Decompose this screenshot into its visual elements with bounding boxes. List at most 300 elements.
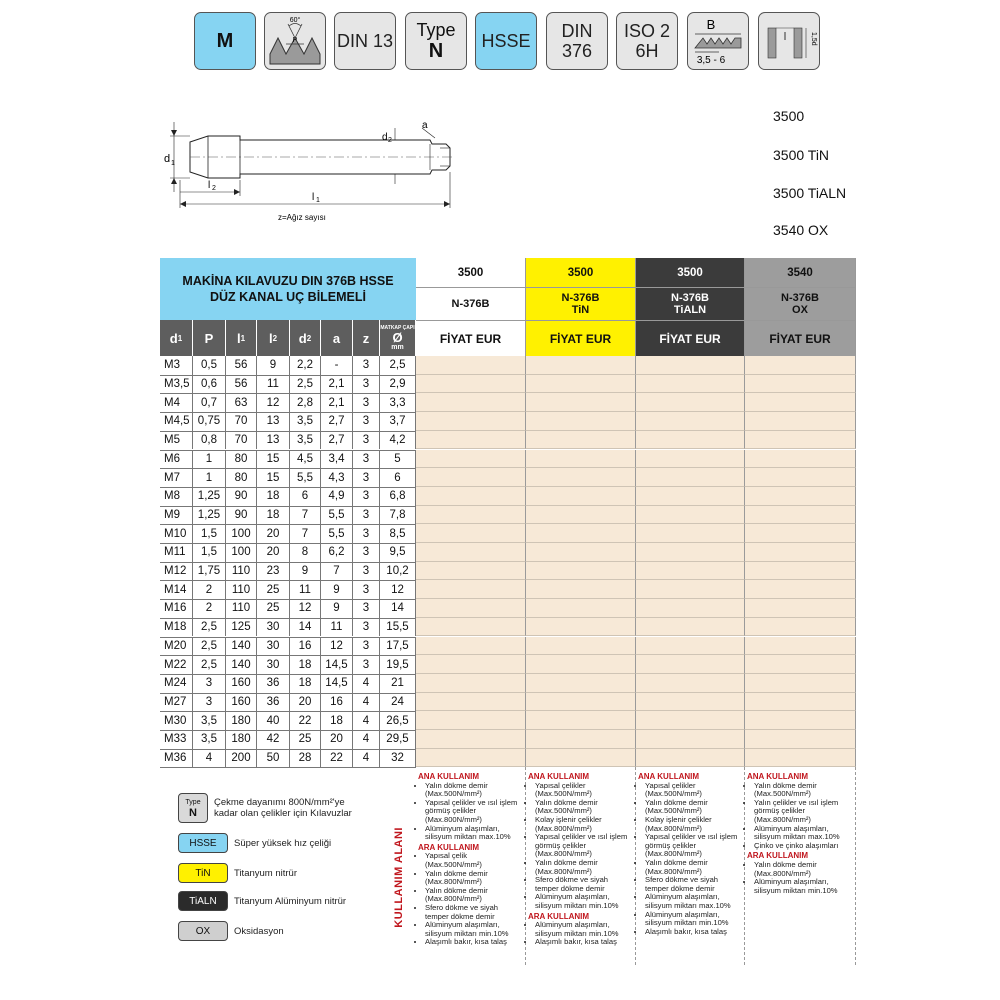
legend-text-line1: Titanyum nitrür <box>234 867 297 879</box>
table-cell: 13 <box>257 431 290 450</box>
thread-depth-icon <box>758 12 820 70</box>
table-cell: 3 <box>353 412 380 431</box>
price-cell <box>416 693 526 712</box>
usage-item: • Yalın dökme demir (Max.500N/mm²) <box>754 782 853 799</box>
price-cell <box>636 431 745 450</box>
price-column-header: FİYAT EUR <box>526 320 636 356</box>
din376-icon <box>546 12 608 70</box>
table-cell: 70 <box>226 412 257 431</box>
table-cell: 2,1 <box>321 375 353 394</box>
price-cell <box>745 562 856 581</box>
usage-section-title: ANA KULLANIM <box>638 772 700 781</box>
table-cell: 2,9 <box>380 375 416 394</box>
table-cell: 22 <box>290 711 321 730</box>
thread-pitch-text: P <box>292 37 298 44</box>
table-cell: 2,7 <box>321 431 353 450</box>
table-cell: 23 <box>257 562 290 581</box>
table-cell: 7 <box>290 506 321 525</box>
norm-line1: N-376B <box>781 292 819 304</box>
header-symbol: l <box>236 330 241 346</box>
header-subscript: 2 <box>306 333 312 343</box>
table-cell: 70 <box>226 431 257 450</box>
header-symbol: l <box>268 330 273 346</box>
price-cell <box>745 618 856 637</box>
usage-item: • Alüminyum alaşımları, silisyum miktarı min.10% <box>535 921 633 938</box>
table-cell: 8,5 <box>380 524 416 543</box>
price-cell <box>745 356 856 375</box>
table-cell: 3 <box>353 618 380 637</box>
price-cell <box>416 655 526 674</box>
usage-list <box>528 921 633 947</box>
price-cell <box>745 637 856 656</box>
drill-unit: mm <box>391 343 404 351</box>
price-cell <box>416 749 526 768</box>
header-symbol: P <box>204 330 214 346</box>
price-cell <box>416 543 526 562</box>
table-cell: M12 <box>160 562 193 581</box>
table-cell: 25 <box>257 599 290 618</box>
table-cell: M24 <box>160 674 193 693</box>
l1-sub: 1 <box>316 197 320 204</box>
table-cell: 6,2 <box>321 543 353 562</box>
table-cell: M4,5 <box>160 412 193 431</box>
table-cell: 2,5 <box>193 637 226 656</box>
table-cell: 11 <box>290 580 321 599</box>
hsse-icon <box>475 12 537 70</box>
chamfer-form-icon <box>687 12 749 70</box>
price-cell <box>745 468 856 487</box>
table-cell: 18 <box>257 487 290 506</box>
table-cell: 0,5 <box>193 356 226 375</box>
usage-item: • Yapısal çelikler (Max.500N/mm²) <box>645 782 742 799</box>
table-cell: 3 <box>353 450 380 469</box>
price-cell <box>745 749 856 768</box>
price-cell <box>416 412 526 431</box>
table-cell: 20 <box>257 543 290 562</box>
price-cell <box>526 450 636 469</box>
table-cell: 5 <box>380 450 416 469</box>
usage-item: • Yalın dökme demir (Max.800N/mm²) <box>754 861 853 878</box>
price-cell <box>526 375 636 394</box>
l1-label: l <box>312 192 315 203</box>
product-column-norm <box>526 288 636 320</box>
usage-item: • Alüminyum alaşımları, silisyum miktarı min.10% <box>754 878 853 895</box>
price-cell <box>526 637 636 656</box>
price-cell <box>416 674 526 693</box>
table-cell: 1 <box>193 450 226 469</box>
tap-photo-3 <box>483 214 753 244</box>
table-cell: 22 <box>321 749 353 768</box>
usage-item: • Yapısal çelikler ve ısıl işlem görmüş çelikler (Max.800N/mm²) <box>425 799 523 825</box>
usage-item: • Yalın dökme demir (Max.800N/mm²) <box>425 870 523 887</box>
table-cell: 3 <box>353 599 380 618</box>
header-symbol: z <box>362 330 370 346</box>
price-cell <box>526 506 636 525</box>
usage-item: • Çinko ve çinko alaşımları <box>754 842 853 851</box>
usage-item: • Kolay işlenir çelikler (Max.800N/mm²) <box>645 816 742 833</box>
chamfer-form-text: B <box>706 17 716 32</box>
table-cell: - <box>321 356 353 375</box>
table-cell: 30 <box>257 618 290 637</box>
table-cell: 9 <box>290 562 321 581</box>
price-cell <box>636 375 745 394</box>
tap-photo-0 <box>483 100 753 130</box>
table-cell: M3 <box>160 356 193 375</box>
d2-sub: 2 <box>388 137 392 144</box>
table-cell: 26,5 <box>380 711 416 730</box>
table-cell: M8 <box>160 487 193 506</box>
table-cell: 18 <box>321 711 353 730</box>
legend-area <box>160 767 856 965</box>
price-cell <box>636 637 745 656</box>
table-cell: 25 <box>290 730 321 749</box>
metric-label: M <box>216 29 234 52</box>
table-cell: 80 <box>226 468 257 487</box>
price-cell <box>526 580 636 599</box>
chamfer-drawing <box>689 14 747 68</box>
table-cell: 16 <box>290 637 321 656</box>
product-column-code: 3500 <box>416 258 526 288</box>
table-cell: 4 <box>353 711 380 730</box>
table-cell: 2,5 <box>193 655 226 674</box>
price-cell <box>416 711 526 730</box>
usage-item: • Yapısal çelikler ve ısıl işlem görmüş çelikler (Max.800N/mm²) <box>535 833 633 859</box>
table-cell: 30 <box>257 637 290 656</box>
table-cell: 140 <box>226 655 257 674</box>
table-cell: 6,8 <box>380 487 416 506</box>
table-cell: 18 <box>290 674 321 693</box>
usage-item: • Yalın dökme demir (Max.800N/mm²) <box>535 859 633 876</box>
usage-item: • Yalın dökme demir (Max.500N/mm²) <box>535 799 633 816</box>
price-cell <box>526 674 636 693</box>
legend-text-line1: Oksidasyon <box>234 925 284 937</box>
table-cell: 42 <box>257 730 290 749</box>
legend-item <box>178 921 284 941</box>
usage-item: • Alüminyum alaşımları, silisyum miktarı max.10% <box>425 825 523 842</box>
usage-item: • Alüminyum alaşımları, silisyum miktarı min.10% <box>535 893 633 910</box>
table-cell: 9 <box>321 599 353 618</box>
column-header <box>321 320 353 356</box>
table-cell: 18 <box>257 506 290 525</box>
spec-table <box>160 258 856 767</box>
din376-line1: DIN <box>561 21 593 41</box>
price-cell <box>745 580 856 599</box>
product-column-code: 3540 <box>745 258 856 288</box>
price-cell <box>636 543 745 562</box>
legend-text-line1: Titanyum Alüminyum nitrür <box>234 895 347 907</box>
price-cell <box>416 524 526 543</box>
product-label: 3500 TiN <box>773 147 830 163</box>
column-header <box>353 320 380 356</box>
table-cell: 180 <box>226 730 257 749</box>
price-cell <box>526 431 636 450</box>
usage-list <box>747 782 853 851</box>
table-cell: M4 <box>160 393 193 412</box>
table-cell: 160 <box>226 693 257 712</box>
table-cell: 4,2 <box>380 431 416 450</box>
table-cell: 3,5 <box>193 711 226 730</box>
usage-column <box>526 767 636 965</box>
legend-text <box>234 868 297 879</box>
table-cell: 2,8 <box>290 393 321 412</box>
table-cell: 15,5 <box>380 618 416 637</box>
price-column-header: FİYAT EUR <box>636 320 745 356</box>
table-cell: 13 <box>257 412 290 431</box>
table-cell: 3,5 <box>290 412 321 431</box>
price-cell <box>416 730 526 749</box>
table-cell: 8 <box>290 543 321 562</box>
price-cell <box>636 393 745 412</box>
price-cell <box>526 562 636 581</box>
iso-line1: ISO 2 <box>623 21 671 41</box>
header-symbol: d <box>169 330 178 346</box>
table-cell: 4 <box>353 730 380 749</box>
price-cell <box>526 711 636 730</box>
price-cell <box>416 487 526 506</box>
norm-line1: N-376B <box>671 292 709 304</box>
table-cell: 25 <box>257 580 290 599</box>
table-cell: 2,5 <box>380 356 416 375</box>
table-cell: 9,5 <box>380 543 416 562</box>
table-cell: 3 <box>353 375 380 394</box>
table-cell: 15 <box>257 450 290 469</box>
table-title-line1: MAKİNA KILAVUZU DIN 376B HSSE <box>182 274 394 288</box>
usage-item: • Yalın dökme demir (Max.800N/mm²) <box>645 859 742 876</box>
table-cell: 2 <box>193 580 226 599</box>
table-cell: 0,75 <box>193 412 226 431</box>
table-cell: 16 <box>321 693 353 712</box>
product-label: 3500 <box>773 108 805 124</box>
usage-item: • Yalın çelikler ve ısıl işlem görmüş çelikler (Max.800N/mm²) <box>754 799 853 825</box>
table-cell: 17,5 <box>380 637 416 656</box>
usage-item: • Yalın dökme demir (Max.500N/mm²) <box>645 799 742 816</box>
tap-photo-1 <box>483 139 753 169</box>
legend-swatch-text: HSSE <box>189 837 217 849</box>
table-cell: M7 <box>160 468 193 487</box>
header-subscript: 2 <box>272 333 278 343</box>
table-cell: M33 <box>160 730 193 749</box>
table-cell: 3 <box>353 524 380 543</box>
d1-sub: 1 <box>171 160 175 167</box>
column-header <box>380 320 416 356</box>
table-cell: 3 <box>353 356 380 375</box>
table-cell: M27 <box>160 693 193 712</box>
table-cell: 20 <box>290 693 321 712</box>
table-cell: 36 <box>257 674 290 693</box>
norm-line2: TiN <box>571 304 590 316</box>
product-column-code: 3500 <box>636 258 745 288</box>
table-cell: 2,2 <box>290 356 321 375</box>
depth-drawing <box>760 14 818 68</box>
table-cell: 4,5 <box>290 450 321 469</box>
table-cell: 6 <box>380 468 416 487</box>
legend-item <box>178 891 346 911</box>
table-cell: 0,7 <box>193 393 226 412</box>
price-cell <box>745 506 856 525</box>
product-column-norm <box>636 288 745 320</box>
table-cell: 14 <box>380 599 416 618</box>
price-cell <box>745 393 856 412</box>
usage-title <box>382 797 416 957</box>
table-cell: 56 <box>226 375 257 394</box>
price-cell <box>416 506 526 525</box>
l2-label: l <box>208 180 211 191</box>
price-cell <box>526 730 636 749</box>
table-cell: 3 <box>353 562 380 581</box>
usage-item: • Alüminyum alaşımları, silisyum miktarı max.10% <box>645 893 742 910</box>
table-cell: 7 <box>321 562 353 581</box>
usage-item: • Alaşımlı bakır, kısa talaş <box>425 938 523 947</box>
table-cell: M18 <box>160 618 193 637</box>
table-cell: 3 <box>193 693 226 712</box>
usage-section-title: ARA KULLANIM <box>747 851 809 861</box>
table-cell: 7 <box>290 524 321 543</box>
table-cell: M11 <box>160 543 193 562</box>
table-cell: 80 <box>226 450 257 469</box>
legend-swatch <box>178 833 228 853</box>
usage-item: • Alaşımlı bakır, kısa talaş <box>645 928 742 937</box>
usage-section-title: ANA KULLANIM <box>528 772 590 781</box>
legend-text-line1: Çekme dayanımı 800N/mm²'ye <box>214 797 345 808</box>
table-cell: 12 <box>380 580 416 599</box>
price-cell <box>416 468 526 487</box>
price-cell <box>526 412 636 431</box>
price-cell <box>745 450 856 469</box>
tap-technical-drawing <box>150 108 460 233</box>
iso-line2: 6H <box>635 41 659 61</box>
din13-icon <box>334 12 396 70</box>
table-cell: 3 <box>193 674 226 693</box>
table-cell: 100 <box>226 524 257 543</box>
table-cell: 50 <box>257 749 290 768</box>
price-cell <box>636 730 745 749</box>
table-cell: 3,4 <box>321 450 353 469</box>
table-cell: 1,5 <box>193 543 226 562</box>
price-column-header: FİYAT EUR <box>416 320 526 356</box>
usage-column <box>416 767 526 965</box>
price-cell <box>636 674 745 693</box>
usage-item: • Sfero dökme ve siyah temper dökme demir <box>535 876 633 893</box>
table-cell: 21 <box>380 674 416 693</box>
usage-item: • Alaşımlı bakır, kısa talaş <box>535 938 633 947</box>
legend-swatch-text: TiALN <box>189 895 217 907</box>
table-cell: M3,5 <box>160 375 193 394</box>
price-cell <box>416 431 526 450</box>
table-cell: 28 <box>290 749 321 768</box>
price-cell <box>416 580 526 599</box>
legend-swatch <box>178 921 228 941</box>
price-cell <box>636 524 745 543</box>
drill-caption: MATKAP ÇAPI <box>380 324 415 331</box>
table-cell: 40 <box>257 711 290 730</box>
price-cell <box>526 599 636 618</box>
depth-text: 1,5d <box>810 32 817 46</box>
price-cell <box>526 487 636 506</box>
table-cell: 100 <box>226 543 257 562</box>
usage-list <box>747 861 853 895</box>
table-cell: 36 <box>257 693 290 712</box>
table-cell: M20 <box>160 637 193 656</box>
product-column-code: 3500 <box>526 258 636 288</box>
legend-text <box>234 896 346 907</box>
table-cell: 3,3 <box>380 393 416 412</box>
table-cell: 110 <box>226 580 257 599</box>
table-cell: 90 <box>226 487 257 506</box>
table-title <box>160 258 416 320</box>
usage-list <box>418 852 523 947</box>
table-cell: 14,5 <box>321 674 353 693</box>
usage-item: • Yalın dökme demir (Max.500N/mm²) <box>425 782 523 799</box>
table-cell: 0,6 <box>193 375 226 394</box>
usage-list <box>528 782 633 911</box>
table-cell: 63 <box>226 393 257 412</box>
header-subscript: 1 <box>240 333 246 343</box>
price-cell <box>636 711 745 730</box>
table-cell: 12 <box>321 637 353 656</box>
price-cell <box>636 693 745 712</box>
table-cell: M30 <box>160 711 193 730</box>
legend-swatch-text: OX <box>195 925 211 937</box>
tap-photo-2 <box>483 177 753 207</box>
legend-text <box>214 797 352 819</box>
table-cell: 2 <box>193 599 226 618</box>
table-cell: 2,1 <box>321 393 353 412</box>
table-cell: 56 <box>226 356 257 375</box>
usage-list <box>638 782 742 937</box>
table-cell: 32 <box>380 749 416 768</box>
product-column-norm <box>745 288 856 320</box>
table-cell: 20 <box>257 524 290 543</box>
price-cell <box>526 693 636 712</box>
usage-list <box>418 782 523 842</box>
column-header <box>290 320 321 356</box>
price-cell <box>526 393 636 412</box>
hsse-label: HSSE <box>481 31 531 51</box>
din13-label: DIN 13 <box>336 31 394 51</box>
header-symbol: a <box>332 330 341 346</box>
legend-text-line1: Süper yüksek hız çeliği <box>234 837 332 849</box>
table-cell: 2,5 <box>193 618 226 637</box>
price-cell <box>636 562 745 581</box>
price-cell <box>636 580 745 599</box>
column-header <box>257 320 290 356</box>
d1-label: d <box>164 153 171 165</box>
product-label: 3540 OX <box>773 222 829 238</box>
product-label: 3500 TiALN <box>773 185 847 201</box>
table-cell: 15 <box>257 468 290 487</box>
norm-line1: N-376B <box>451 298 490 310</box>
drawing-caption: z=Ağız sayısı <box>278 213 326 222</box>
legend-swatch-text: TiN <box>195 867 211 879</box>
header-symbol: d <box>298 330 307 346</box>
legend-item <box>178 863 297 883</box>
table-cell: M14 <box>160 580 193 599</box>
usage-item: • Yapısal çelikler (Max.500N/mm²) <box>535 782 633 799</box>
usage-item: • Alüminyum alaşımları, silisyum miktarı max.10% <box>754 825 853 842</box>
price-cell <box>745 730 856 749</box>
table-cell: 4 <box>353 674 380 693</box>
table-cell: 7,8 <box>380 506 416 525</box>
usage-column <box>745 767 856 965</box>
price-column-header: FİYAT EUR <box>745 320 856 356</box>
table-cell: 14 <box>290 618 321 637</box>
norm-line1: N-376B <box>561 292 600 304</box>
column-header <box>226 320 257 356</box>
price-cell <box>745 693 856 712</box>
thread-profile-drawing <box>266 14 324 68</box>
table-cell: 1,5 <box>193 524 226 543</box>
table-cell: 19,5 <box>380 655 416 674</box>
